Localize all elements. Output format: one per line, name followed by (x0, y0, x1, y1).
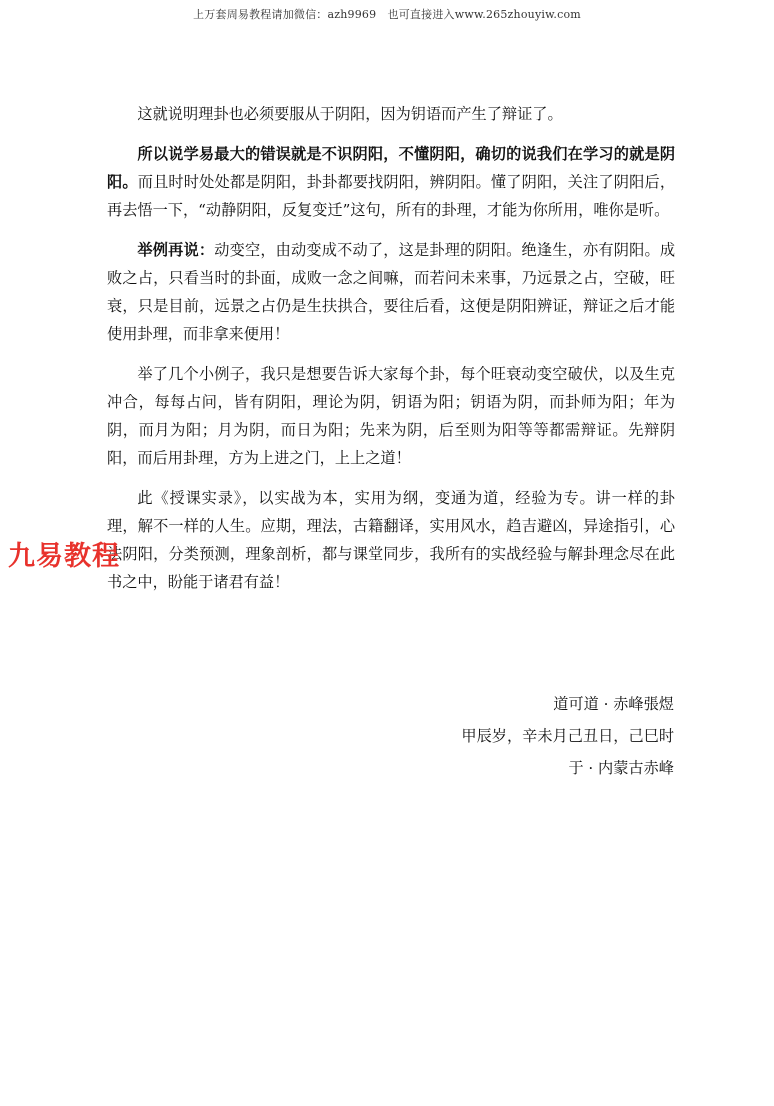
signature-date: 甲辰岁，辛未月己丑日，己巳时 (461, 727, 674, 745)
paragraph-3 (107, 236, 675, 348)
document-body (107, 100, 675, 608)
paragraph-5-text: 此《授课实录》，以实战为本，实用为纲，变通为道，经验为专。讲一样的卦理，解不一样的人生。应期，理法，古籍翻译，实用风水，趋吉避凶，异途指引，心法阴阳，分类预测，理象剖析，都与课堂同步，我所有的实战经验与解卦理念尽在此书之中，盼能于诸君有益！ (107, 489, 675, 591)
signature-author: 道可道 · 赤峰張煜 (553, 695, 674, 713)
paragraph-5 (107, 484, 675, 596)
paragraph-1-text: 这就说明理卦也必须要服从于阴阳，因为钥语而产生了辩证了。 (137, 105, 563, 123)
paragraph-1 (107, 100, 675, 128)
paragraph-3-text: 动变空，由动变成不动了，这是卦理的阴阳。绝逢生，亦有阴阳。成败之占，只看当时的卦面，成败一念之间嘛，而若问未来事，乃远景之占，空破，旺衰，只是目前，远景之占仍是生扶拱合，要往后看，这便是阴阳辨证，辩证之后才能使用卦理，而非拿来便用！ (107, 241, 676, 343)
header-banner: 上万套周易教程请加微信：azh9969 也可直接进入www.265zhouyiw.com (193, 8, 581, 21)
paragraph-3-lead: 举例再说： (137, 241, 215, 259)
paragraph-2 (107, 140, 675, 224)
paragraph-4 (107, 360, 675, 472)
paragraph-2-text: 而且时时处处都是阴阳，卦卦都要找阴阳，辨阴阳。懂了阴阳，关注了阴阳后，再去悟一下，“动静阴阳，反复变迁”这句，所有的卦理，才能为你所用，唯你是听。 (107, 173, 676, 219)
watermark-logo: 九易教程 (8, 541, 120, 572)
signature-place: 于 · 内蒙古赤峰 (568, 759, 674, 777)
paragraph-4-text: 举了几个小例子，我只是想要告诉大家每个卦，每个旺衰动变空破伏，以及生克冲合，每每占问，皆有阴阳，理论为阴，钥语为阳；钥语为阴，而卦师为阳；年为阴，而月为阳；月为阴，而日为阳；先来为阴，后至则为阳等等都需辩证。先辩阴阳，而后用卦理，方为上进之门，上上之道！ (107, 365, 675, 467)
paragraph-2-lead: 所以说学易最大的错误就是不识阴阳，不懂阴阳，确切的说我们在学习的就是阴阳。 (107, 145, 675, 191)
signature-block (461, 688, 674, 784)
